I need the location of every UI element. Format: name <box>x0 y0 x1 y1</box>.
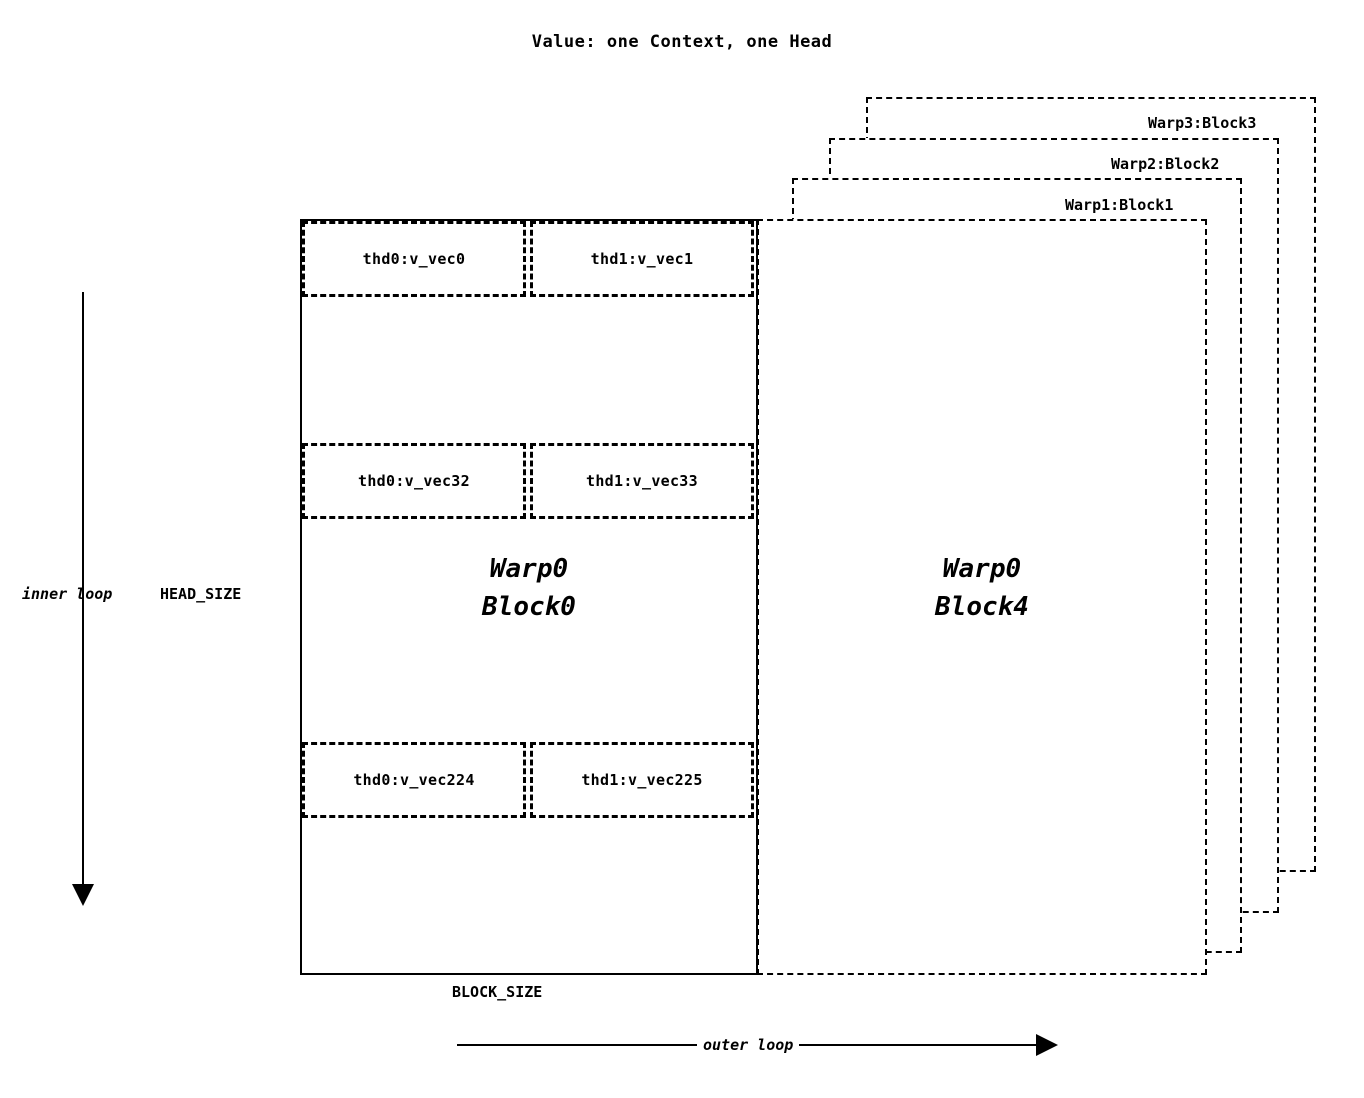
head-size-label: HEAD_SIZE <box>160 585 242 603</box>
thread-cell-thd1-vvec1: thd1:v_vec1 <box>530 221 754 297</box>
outer-loop-arrow-head-icon <box>1036 1034 1058 1056</box>
page-title: Value: one Context, one Head <box>531 32 833 52</box>
block-size-label: BLOCK_SIZE <box>452 983 543 1001</box>
stack-block-label-warp1: Warp1:Block1 <box>1065 196 1174 214</box>
block4-label <box>759 551 1205 626</box>
inner-loop-label: inner loop <box>22 585 113 603</box>
thread-cell-thd0-vvec224: thd0:v_vec224 <box>302 742 526 818</box>
thread-cell-thd0-vvec0: thd0:v_vec0 <box>302 221 526 297</box>
block0-block-text: Block0 <box>482 591 576 622</box>
inner-loop-arrow-head-icon <box>72 884 94 906</box>
thread-cell-thd1-vvec33: thd1:v_vec33 <box>530 443 754 519</box>
block4-block-text: Block4 <box>935 591 1029 622</box>
block0-panel <box>300 219 758 975</box>
block4-warp-text: Warp0 <box>942 554 1022 584</box>
stack-block-label-warp2: Warp2:Block2 <box>1111 155 1220 173</box>
thread-cell-thd0-vvec32: thd0:v_vec32 <box>302 443 526 519</box>
block0-warp-text: Warp0 <box>489 554 569 584</box>
outer-loop-label: outer loop <box>697 1036 799 1054</box>
block4-panel <box>757 219 1207 975</box>
stack-block-label-warp3: Warp3:Block3 <box>1148 114 1257 132</box>
block0-label <box>302 551 756 626</box>
thread-cell-thd1-vvec225: thd1:v_vec225 <box>530 742 754 818</box>
